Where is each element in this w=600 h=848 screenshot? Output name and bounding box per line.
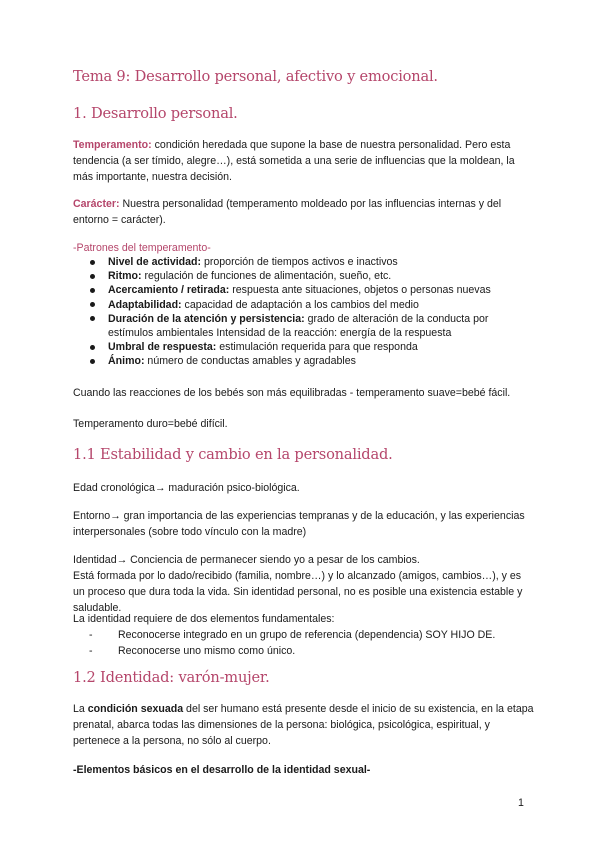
page-number: 1 — [518, 797, 524, 809]
identidad-paragraph: Identidad→ Conciencia de permanecer siendo yo a pesar de los cambios. — [73, 554, 420, 566]
list-item — [73, 255, 535, 269]
patron-text: respuesta ante situaciones, objetos o personas nuevas — [229, 284, 491, 297]
condicion-text: del ser humano está presente desde el inicio de su existencia, en la etapa prenatal, abarca todas las dimensiones de la persona: biológica, psicológica, espiritual, y pertenece a la persona, no sólo al cuerpo. — [73, 703, 534, 747]
patron-text: proporción de tiempos activos e inactivos — [201, 256, 398, 268]
list-item — [73, 340, 535, 354]
bullet-icon — [90, 274, 95, 279]
patron-term: Ritmo: — [108, 270, 142, 283]
section-1-2-heading: 1.2 Identidad: varón-mujer. — [73, 669, 270, 686]
caracter-paragraph — [73, 196, 535, 228]
patrones-list — [73, 255, 535, 369]
list-item — [73, 354, 535, 368]
temperamento-duro: Temperamento duro=bebé difícil. — [73, 418, 228, 430]
patron-term: Adaptabilidad: — [108, 298, 182, 311]
patron-term: Duración de la atención y persistencia: — [108, 312, 305, 325]
bullet-icon — [90, 260, 95, 265]
document-title: Tema 9: Desarrollo personal, afectivo y emocional. — [73, 68, 438, 85]
list-item — [73, 627, 535, 643]
section-1-heading: 1. Desarrollo personal. — [73, 105, 238, 122]
bullet-icon — [90, 316, 95, 321]
identidad-requisitos: La identidad requiere de dos elementos fundamentales: — [73, 613, 335, 625]
bullet-icon — [90, 302, 95, 307]
temperamento-term: Temperamento: — [73, 139, 152, 151]
patron-text: regulación de funciones de alimentación, sueño, etc. — [141, 270, 392, 283]
dash-icon: - — [89, 645, 93, 657]
patron-term: Nivel de actividad: — [108, 256, 202, 268]
patron-term: Acercamiento / retirada: — [108, 284, 230, 297]
edad-paragraph: Edad cronológica→ maduración psico-biológica. — [73, 482, 300, 494]
condicion-term: condición sexuada — [87, 703, 184, 715]
elemento-text: Reconocerse integrado en un grupo de referencia (dependencia) SOY HIJO DE. — [118, 629, 496, 641]
dash-icon: - — [89, 629, 93, 641]
patron-term: Umbral de respuesta: — [108, 341, 217, 354]
list-item — [73, 283, 535, 297]
caracter-term: Carácter: — [73, 198, 120, 210]
condicion-pre: La — [73, 703, 88, 715]
list-item — [73, 269, 535, 283]
bullet-icon — [90, 345, 95, 350]
patron-text: estimulación requerida para que responda — [216, 341, 418, 354]
patrones-title: -Patrones del temperamento- — [73, 242, 211, 254]
patron-term: Ánimo: — [108, 355, 145, 368]
elemento-text: Reconocerse uno mismo como único. — [118, 645, 296, 657]
identidad-description: Está formada por lo dado/recibido (familia, nombre…) y lo alcanzado (amigos, cambios…), y es un proceso que dura toda la vida. Sin identidad personal, no es posible una existencia estable y saludable. — [73, 570, 523, 614]
bullet-icon — [90, 359, 95, 364]
caracter-text: Nuestra personalidad (temperamento moldeado por las influencias internas y del entorno = carácter). — [73, 198, 502, 226]
patron-text: capacidad de adaptación a los cambios del medio — [181, 298, 419, 311]
section-1-1-heading: 1.1 Estabilidad y cambio en la personalidad. — [73, 446, 393, 463]
list-item — [73, 643, 535, 659]
temperamento-paragraph — [73, 137, 535, 185]
elementos-list — [73, 627, 535, 659]
list-item — [73, 298, 535, 312]
condicion-paragraph — [73, 701, 535, 749]
entorno-paragraph: Entorno→ gran importancia de las experiencias tempranas y de la educación, y las experiencias interpersonales (sobre todo vínculo con la madre) — [73, 510, 525, 538]
reacciones-paragraph: Cuando las reacciones de los bebés son más equilibradas - temperamento suave=bebé fácil. — [73, 387, 511, 399]
bullet-icon — [90, 288, 95, 293]
patron-text: número de conductas amables y agradables — [144, 355, 356, 368]
temperamento-text: condición heredada que supone la base de nuestra personalidad. Pero esta tendencia (a ser tímido, alegre…), está sometida a una serie de influencias que la moldean, la más importante, nuestra decisión. — [73, 139, 515, 183]
elementos-sexual-title: -Elementos básicos en el desarrollo de la identidad sexual- — [73, 764, 371, 776]
patron-text: grado de alteración de la conducta por estímulos ambientales Intensidad de la reacción: energía de la respuesta — [108, 312, 489, 340]
list-item — [73, 312, 535, 340]
